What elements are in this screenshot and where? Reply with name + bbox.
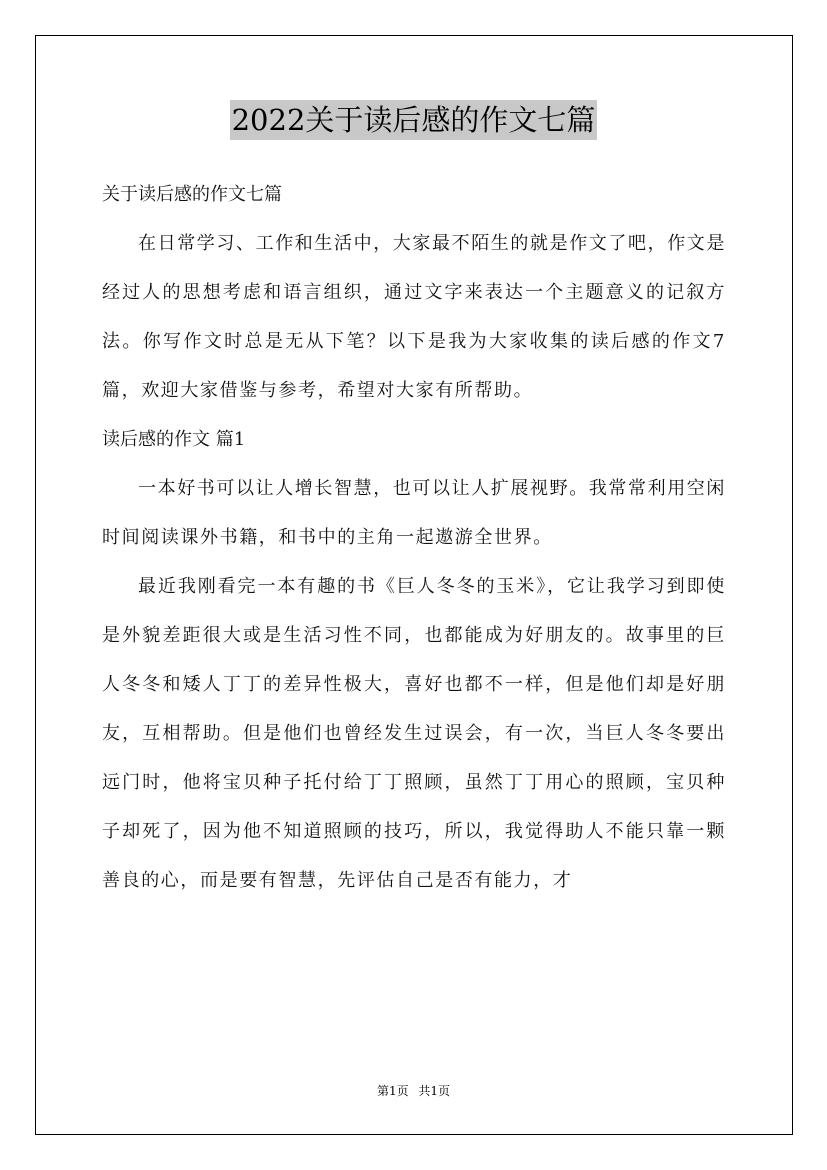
title-container (0, 100, 827, 140)
body-paragraph-2: 最近我刚看完一本有趣的书《巨人冬冬的玉米》，它让我学习到即使是外貌差距很大或是生活习性不同，也都能成为好朋友的。故事里的巨人冬冬和矮人丁丁的差异性极大，喜好也都不一样，但是他们却是好朋友，互相帮助。但是他们也曾经发生过误会，有一次，当巨人冬冬要出远门时，他将宝贝种子托付给丁丁照顾，虽然丁丁用心的照顾，宝贝种子却死了，因为他不知道照顾的技巧，所以，我觉得助人不能只靠一颗善良的心，而是要有智慧，先评估自己是否有能力，才 (102, 576, 726, 891)
document-subtitle: 关于读后感的作文七篇 (102, 184, 282, 205)
page-number: 第1页 (376, 1084, 409, 1098)
document-title: 2022关于读后感的作文七篇 (230, 100, 598, 140)
page-total: 共1页 (418, 1084, 451, 1098)
document-body (102, 170, 726, 905)
body-paragraph-1: 一本好书可以让人增长智慧，也可以让人扩展视野。我常常利用空闲时间阅读课外书籍，和书中的主角一起遨游全世界。 (102, 478, 726, 548)
page-footer (0, 1082, 827, 1099)
intro-paragraph: 在日常学习、工作和生活中，大家最不陌生的就是作文了吧，作文是经过人的思想考虑和语言组织，通过文字来表达一个主题意义的记叙方法。你写作文时总是无从下笔？以下是我为大家收集的读后感的作文7篇，欢迎大家借鉴与参考，希望对大家有所帮助。 (102, 233, 726, 401)
section-heading: 读后感的作文 篇1 (102, 429, 246, 450)
